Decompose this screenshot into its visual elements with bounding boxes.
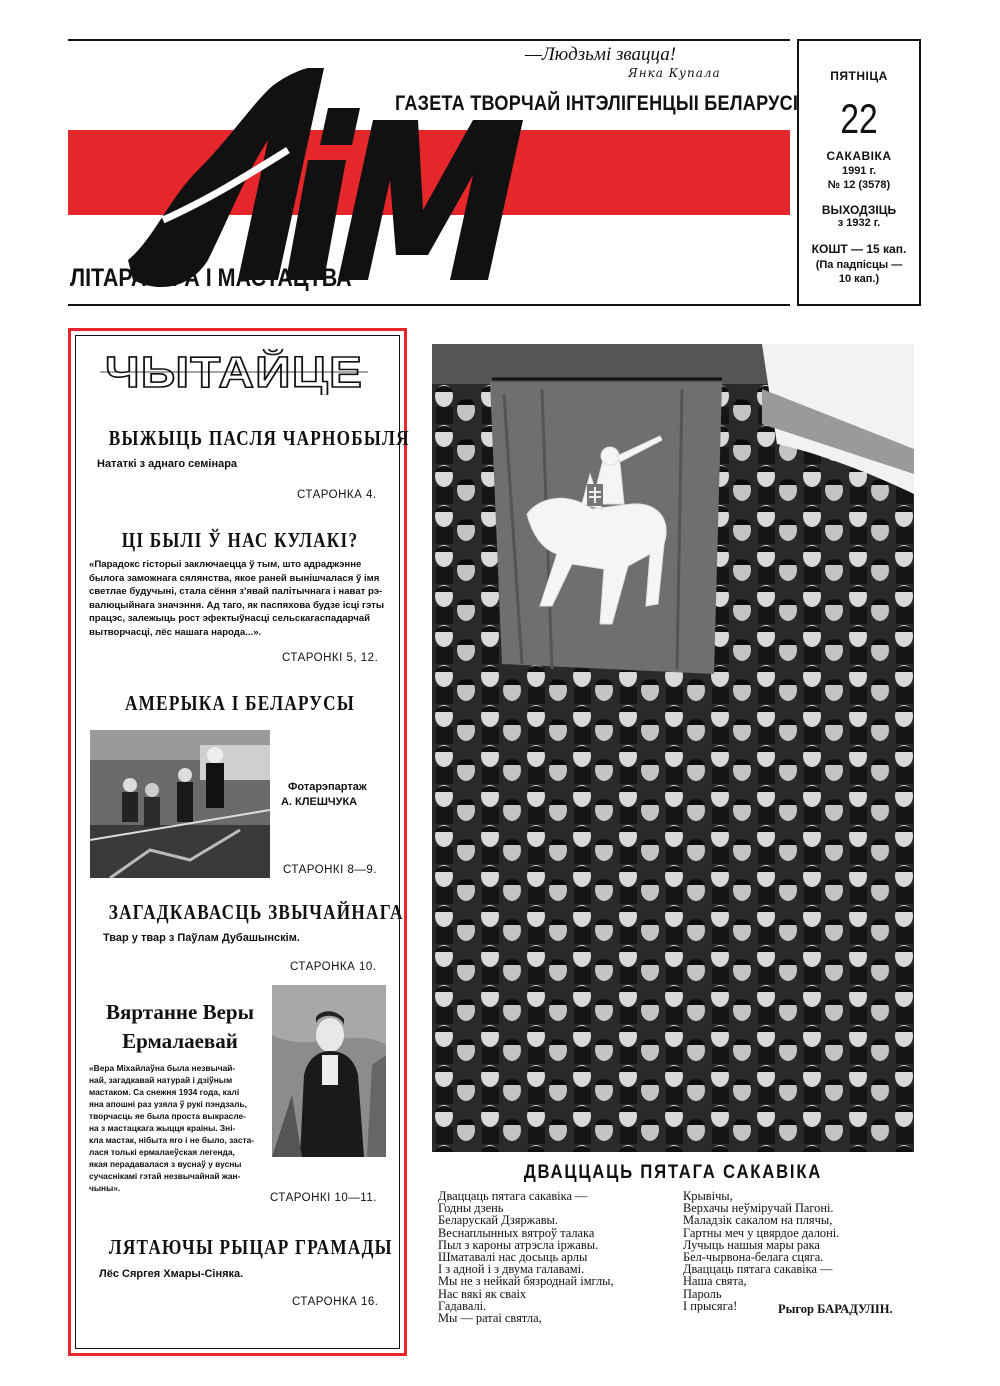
poem-column-2 [683,1190,913,1312]
quote-line: кла мастак, нібыта яго і не было, заста- [89,1135,255,1145]
subscription-price: 10 кап.) [838,273,880,285]
poem-line: Годны дзень [438,1201,504,1216]
poem-line: Мы — ратаі святла, [438,1311,542,1326]
day-number: 22 [840,95,878,142]
page-ref-chernobyl: СТАРОНКА 4. [297,489,377,501]
page-ref-vera: СТАРОНКІ 10—11. [270,1192,377,1204]
quote-line: сучаснікамі гэтай незвычайнай жан- [89,1171,241,1181]
poem-column-1 [438,1190,673,1324]
paper-name: ЛІТАРАТУРА І МАСТАЦТВА [70,264,352,292]
quote-line: вытворчасці, лёс нашага народа...». [89,626,262,638]
masthead-top-rule [68,39,790,41]
poem-title: ДВАЦЦАЦЬ ПЯТАГА САКАВІКА [523,1162,823,1183]
year: 1991 г. [841,165,877,177]
poem-line: Гартны меч у цвярдое далоні. [683,1225,840,1240]
published-since-label: ВЫХОДЗІЦЬ [821,203,897,217]
poem-author: Рыгор БАРАДУЛІН. [778,1302,893,1316]
poem-line: Нас вякі як сваіх [438,1286,527,1301]
sub-amerika-2: А. КЛЕШЧУКА [281,796,358,808]
quote-line: най, загадкавай натурай і дзіўным [89,1075,233,1085]
date-box [797,39,921,306]
main-photo-crowd-with-pahonia-banner [432,344,914,1152]
price: КОШТ — 15 кап. [811,242,907,256]
poem-line: Шматавалі нас досыць арлы [438,1250,588,1265]
quote-line: валюцыйнага значэння. Ад таго, як паспяхова будзе ісці гэты [89,599,385,611]
month: САКАВІКА [826,149,892,163]
sub-ryzar: Лёс Сяргея Хмары-Сіняка. [99,1268,244,1280]
quote-line: творчасць яе была проста выкрасле- [89,1111,246,1121]
svg-text:ЧЫТАЙЦЕ: ЧЫТАЙЦЕ [105,349,335,395]
page-ref-zagadkavasc: СТАРОНКА 10. [290,961,377,973]
poem-line: І з адной і з двума галавамі. [438,1262,585,1277]
masthead-subtitle: ГАЗЕТА ТВОРЧАЙ ІНТЭЛІГЕНЦЫІ БЕЛАРУСІ [395,92,799,115]
poem-line: Верхачы неўміручай Пагоні. [683,1201,834,1216]
poem-line: Дваццаць пятага сакавіка — [438,1189,588,1203]
poem-line: Бел-чырвона-белага сцяга. [683,1250,824,1265]
masthead-signature: Янка Купала [628,66,721,80]
quote-vera [89,1062,271,1194]
quote-line: «Парадокс гісторыі заключаецца ў тым, што адраджэнне [89,559,362,570]
photo-vera-ermalaeva [272,985,386,1157]
poem-line: Маладзік сакалом на плячы, [683,1213,833,1228]
sub-chernobyl: Нататкі з аднаго семінара [97,458,238,470]
quote-line: былога заможнага сялянства, якое раней вынішчалася ў імя [89,572,380,584]
quote-line: на з мастацкага жыцця краіны. Зні- [89,1123,236,1133]
headline-vera-line: Ермалаевай [122,1029,238,1053]
quote-kulaki [89,558,389,640]
quote-line: «Вера Міхайлаўна была незвычай- [89,1063,236,1073]
poem-line: Дваццаць пятага сакавіка — [683,1262,833,1277]
poem-line: Крывічы, [683,1189,733,1203]
quote-line: працэс, залежыць рост эфектыўнасці сельскагаспадарчай [89,613,371,625]
headline-zagadkavasc: ЗАГАДКАВАСЦЬ ЗВЫЧАЙНАГА [108,900,404,924]
headline-vera-line: Вяртанне Веры [105,1000,254,1024]
poem-line: Мы не з нейкай бязроднай імглы, [438,1274,614,1289]
quote-line: светлае будучыні, стала сёння з'явай палітычнага і нават рэ- [89,586,383,598]
quote-line: якая перадавалася з вуснаў у вусны [89,1159,242,1169]
page-ref-kulaki: СТАРОНКІ 5, 12. [282,652,379,664]
poem-line: Лучыць нашыя мары рака [683,1237,820,1252]
weekday: ПЯТНІЦА [830,69,888,83]
poem-line: Беларускай Дзяржавы. [438,1213,558,1228]
quote-line: чыны». [89,1183,121,1193]
poem-line: Пароль [683,1286,722,1301]
poem-line: Веснаплынных вятроў талака [438,1225,595,1240]
headline-ryzar: ЛЯТАЮЧЫ РЫЦАР ГРАМАДЫ [108,1235,393,1259]
issue-number: № 12 (3578) [827,179,891,191]
poem-line: Наша свята, [683,1274,747,1289]
quote-line: мастаком. Са снежня 1934 года, калі [89,1087,240,1097]
poem-line: Пыл з кароны атрэсла іржавы. [438,1237,599,1252]
headline-chernobyl: ВЫЖЫЦЬ ПАСЛЯ ЧАРНОБЫЛЯ [108,426,410,450]
headline-kulaki: ЦІ БЫЛІ Ў НАС КУЛАКІ? [121,528,359,552]
masthead-epigraph: —Людзьмі звацца! [525,44,677,65]
poem-line: І прысяга! [683,1298,738,1313]
page-ref-amerika: СТАРОНКІ 8—9. [283,864,377,876]
poem-line: Гадавалі. [438,1298,487,1313]
quote-line: яна апошні раз узяла ў рукі пэндзаль, [89,1099,247,1109]
sub-zagadkavasc: Твар у твар з Паўлам Дубашынскім. [103,932,300,944]
quote-line: лася толькі ермалаеўская легенда, [89,1147,235,1157]
photo-amerika [90,730,270,878]
headline-vera [90,998,270,1056]
contents-title [100,349,368,395]
subscription-price-label: (Па падпісцы — [815,259,903,271]
page-ref-ryzar: СТАРОНКА 16. [292,1296,379,1308]
published-since-year: з 1932 г. [837,217,881,229]
headline-amerika: АМЕРЫКА І БЕЛАРУСЫ [125,691,355,715]
sub-amerika-1: Фотарэпартаж [288,781,367,793]
